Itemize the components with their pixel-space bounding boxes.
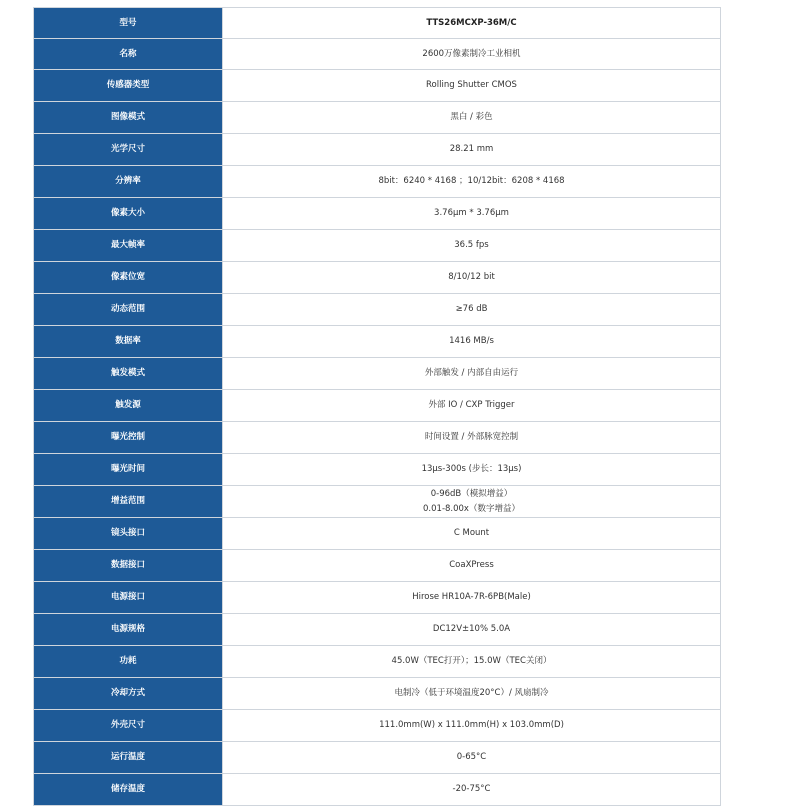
row-value: 1416 MB/s <box>223 326 721 358</box>
row-value: 45.0W（TEC打开）；15.0W（TEC关闭） <box>223 646 721 678</box>
row-value: TTS26MCXP-36M/C <box>223 8 721 39</box>
row-label: 像素大小 <box>34 198 223 230</box>
row-label: 型号 <box>34 8 223 39</box>
table-row <box>34 294 721 326</box>
table-row <box>34 262 721 294</box>
row-label: 电源接口 <box>34 582 223 614</box>
row-label: 传感器类型 <box>34 70 223 102</box>
table-row <box>34 454 721 486</box>
row-value-multiline <box>223 486 721 518</box>
table-row <box>34 134 721 166</box>
row-label: 像素位宽 <box>34 262 223 294</box>
row-value: 36.5 fps <box>223 230 721 262</box>
gain-digital-line: 0.01-8.00x（数字增益） <box>423 503 520 514</box>
row-label: 数据率 <box>34 326 223 358</box>
row-label: 镜头接口 <box>34 518 223 550</box>
row-label: 功耗 <box>34 646 223 678</box>
table-row <box>34 8 721 39</box>
row-label: 数据接口 <box>34 550 223 582</box>
row-value: 时间设置 / 外部脉宽控制 <box>223 422 721 454</box>
row-label: 动态范围 <box>34 294 223 326</box>
table-row <box>34 102 721 134</box>
row-value: 2600万像素制冷工业相机 <box>223 39 721 70</box>
row-value: 8bit：6240 * 4168 ；10/12bit：6208 * 4168 <box>223 166 721 198</box>
row-label: 曝光控制 <box>34 422 223 454</box>
row-label: 图像模式 <box>34 102 223 134</box>
row-value: Rolling Shutter CMOS <box>223 70 721 102</box>
table-row <box>34 198 721 230</box>
table-row <box>34 70 721 102</box>
row-label: 冷却方式 <box>34 678 223 710</box>
table-row <box>34 390 721 422</box>
row-label: 曝光时间 <box>34 454 223 486</box>
row-value: 3.76μm * 3.76μm <box>223 198 721 230</box>
table-row <box>34 39 721 70</box>
row-label: 运行温度 <box>34 742 223 774</box>
row-value: -20-75°C <box>223 774 721 806</box>
row-label: 最大帧率 <box>34 230 223 262</box>
table-row <box>34 550 721 582</box>
table-row <box>34 614 721 646</box>
row-label: 电源规格 <box>34 614 223 646</box>
table-row <box>34 422 721 454</box>
row-value: 外部 IO / CXP Trigger <box>223 390 721 422</box>
table-row <box>34 518 721 550</box>
table-row <box>34 326 721 358</box>
row-label: 增益范围 <box>34 486 223 518</box>
row-value: ≥76 dB <box>223 294 721 326</box>
row-value: CoaXPress <box>223 550 721 582</box>
table-row <box>34 710 721 742</box>
gain-analog-line: 0-96dB（模拟增益） <box>430 488 513 499</box>
row-label: 外壳尺寸 <box>34 710 223 742</box>
row-value: Hirose HR10A-7R-6PB(Male) <box>223 582 721 614</box>
row-label: 分辨率 <box>34 166 223 198</box>
row-value: 111.0mm(W) x 111.0mm(H) x 103.0mm(D) <box>223 710 721 742</box>
table-row <box>34 742 721 774</box>
table-row <box>34 486 721 518</box>
table-row <box>34 646 721 678</box>
row-value: 13μs-300s (步长：13μs) <box>223 454 721 486</box>
spec-table <box>33 7 721 806</box>
table-row <box>34 678 721 710</box>
row-value: 黑白 / 彩色 <box>223 102 721 134</box>
table-row <box>34 582 721 614</box>
row-label: 触发模式 <box>34 358 223 390</box>
row-value: 外部触发 / 内部自由运行 <box>223 358 721 390</box>
row-label: 触发源 <box>34 390 223 422</box>
table-row <box>34 166 721 198</box>
table-row <box>34 358 721 390</box>
row-label: 储存温度 <box>34 774 223 806</box>
row-value: 8/10/12 bit <box>223 262 721 294</box>
row-value: 0-65°C <box>223 742 721 774</box>
row-value: 28.21 mm <box>223 134 721 166</box>
row-label: 光学尺寸 <box>34 134 223 166</box>
table-row <box>34 774 721 806</box>
row-label: 名称 <box>34 39 223 70</box>
row-value: 电制冷（低于环境温度20°C）/ 风扇制冷 <box>223 678 721 710</box>
row-value: C Mount <box>223 518 721 550</box>
table-row <box>34 230 721 262</box>
row-value: DC12V±10% 5.0A <box>223 614 721 646</box>
